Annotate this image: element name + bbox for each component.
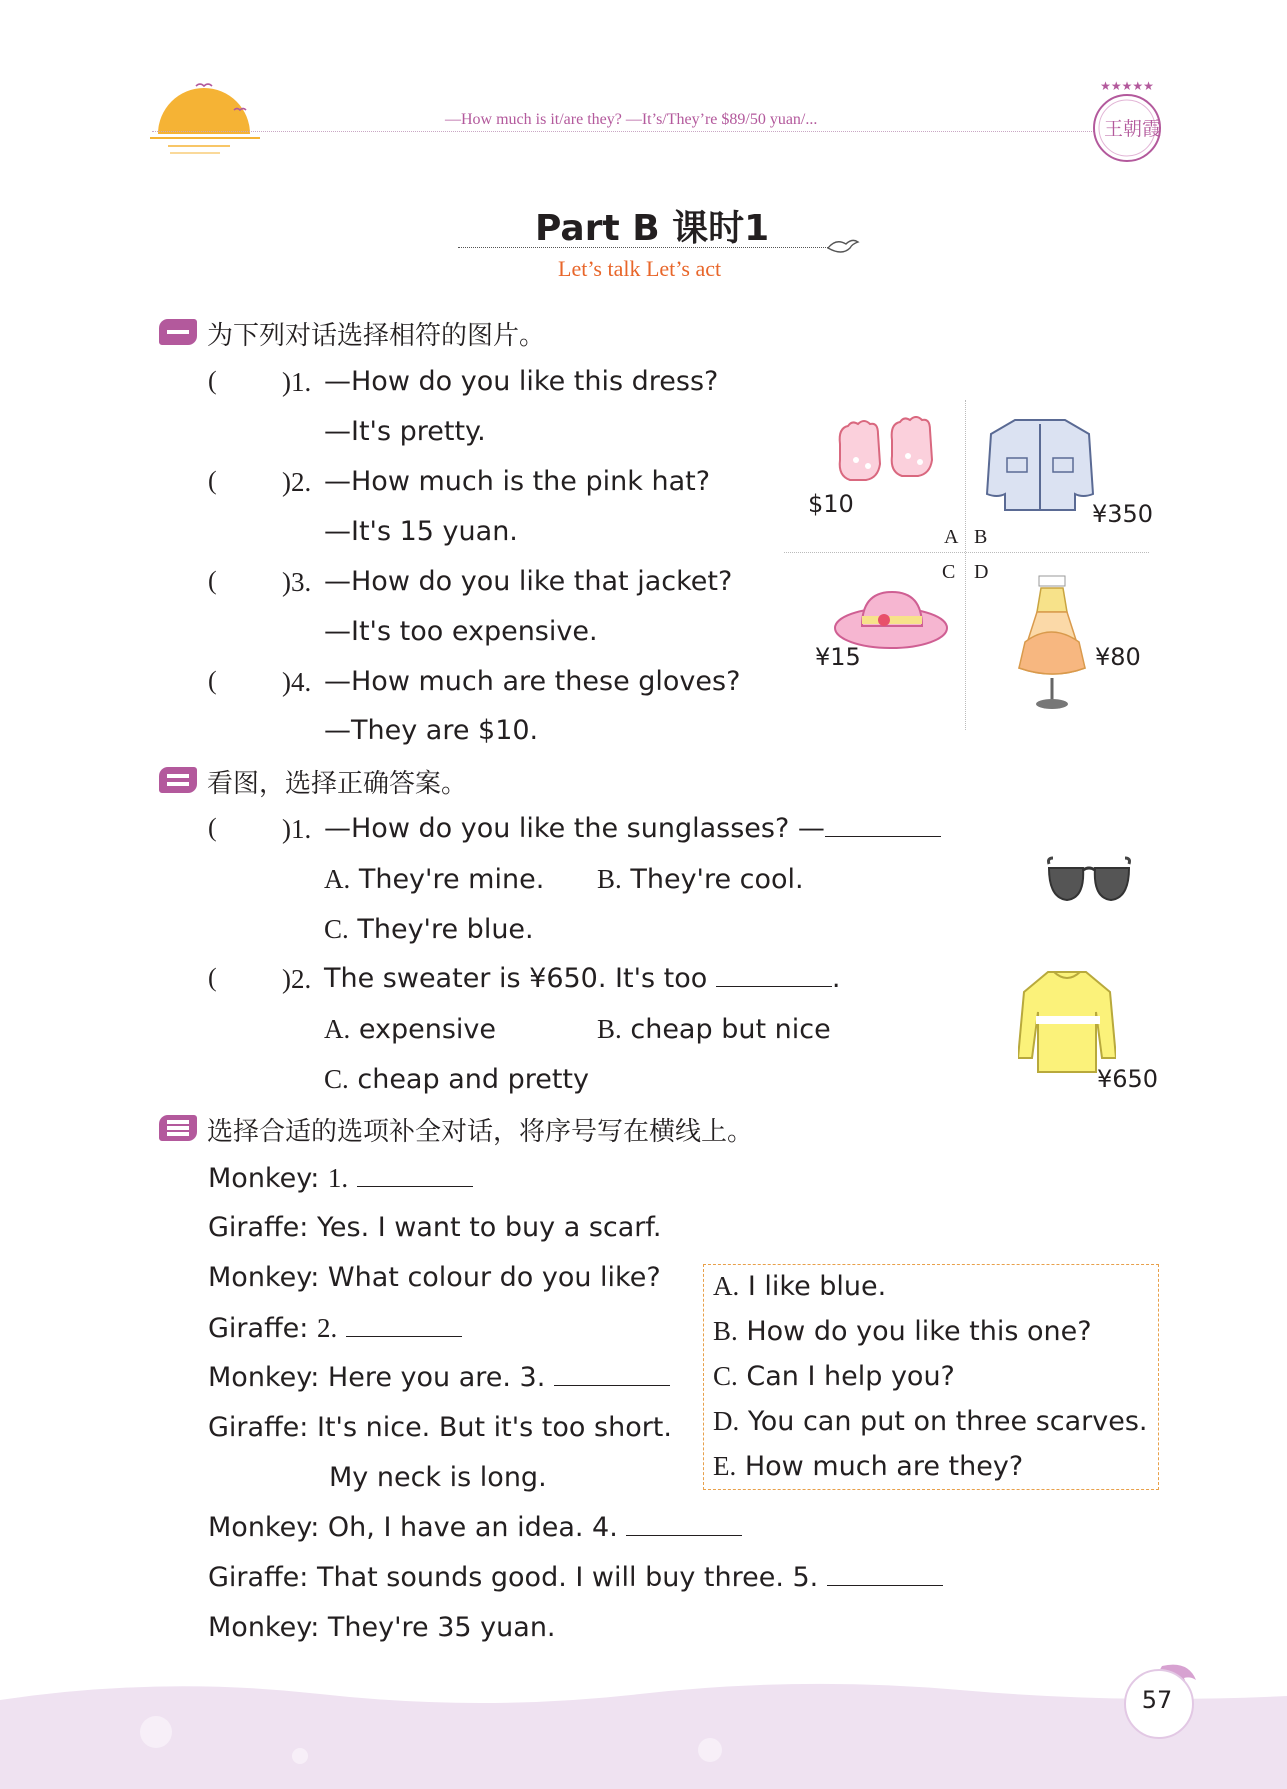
jacket-image — [985, 414, 1095, 518]
picture-label-c: C — [942, 561, 956, 583]
section-2-title: 看图，选择正确答案。 — [207, 769, 468, 799]
answer-paren: ( — [208, 566, 217, 595]
dialogue-line-8: Monkey: Oh, I have an idea. 4. — [208, 1511, 742, 1545]
option-letter: B. — [597, 1014, 622, 1044]
s2-q2-text: The sweater is ¥650. It's too — [324, 963, 708, 994]
answer-paren: ( — [208, 466, 217, 495]
option-d: D. You can put on three scarves. — [713, 1406, 1148, 1437]
s1-q1-answer: —It's pretty. — [324, 416, 486, 447]
grid-h-divider — [784, 552, 1149, 553]
running-title: —How much is it/are they? —It’s/They’re $89/50 yuan/... — [445, 111, 818, 128]
dialogue-line-3: Monkey: What colour do you like? — [208, 1262, 661, 1293]
picture-label-d: D — [974, 561, 989, 583]
s1-q1-question: —How do you like this dress? — [324, 366, 719, 397]
answer-blank[interactable] — [716, 964, 832, 987]
option-e: E. How much are they? — [713, 1451, 1024, 1482]
answer-blank[interactable] — [825, 814, 941, 837]
answer-blank[interactable] — [357, 1164, 473, 1187]
answer-blank[interactable] — [346, 1314, 462, 1337]
picture-d-price: ¥80 — [1095, 643, 1141, 671]
dialogue-line-9: Giraffe: That sounds good. I will buy three. 5. — [208, 1561, 943, 1595]
page-title: Part B 课时1 — [535, 208, 770, 249]
sweater-price: ¥650 — [1097, 1065, 1159, 1093]
dialogue-line-7: My neck is long. — [329, 1462, 547, 1493]
dialogue-line-1: Monkey: 1. — [208, 1161, 473, 1196]
gloves-image — [834, 416, 942, 494]
answer-paren: ( — [208, 666, 217, 695]
s1-q3-answer: —It's too expensive. — [324, 616, 598, 647]
dialogue-line-6: Giraffe: It's nice. But it's too short. — [208, 1412, 672, 1443]
option-a: A. I like blue. — [713, 1271, 887, 1302]
answer-blank[interactable] — [626, 1513, 742, 1536]
option-letter: C. — [324, 1064, 349, 1094]
option-letter: A. — [324, 864, 351, 894]
answer-blank[interactable] — [827, 1563, 943, 1586]
s2-q2-option-a: expensive — [358, 1014, 496, 1045]
grid-v-divider — [965, 400, 966, 730]
sweater-image — [1018, 966, 1116, 1076]
section-2-badge — [159, 767, 197, 793]
s1-q4-answer: —They are $10. — [324, 715, 539, 746]
s1-q3-question: —How do you like that jacket? — [324, 566, 733, 597]
s2-q2-number: )2. — [282, 964, 312, 994]
s1-q3-number: )3. — [282, 567, 312, 597]
sunset-icon — [150, 78, 260, 158]
section-1-badge — [159, 319, 197, 345]
s1-q2-question: —How much is the pink hat? — [324, 466, 711, 497]
s2-q1-option-b: They're cool. — [630, 864, 804, 895]
publisher-logo: ★★★★★ 王朝霞 — [1086, 78, 1168, 168]
dress-image — [1015, 572, 1089, 716]
section-3-title: 选择合适的选项补全对话，将序号写在横线上。 — [207, 1117, 754, 1147]
s1-q2-number: )2. — [282, 467, 312, 497]
picture-a-price: $10 — [808, 490, 854, 518]
s2-q1-text: —How do you like the sunglasses? — — [324, 813, 825, 844]
footer-wave — [0, 1680, 1287, 1789]
dialogue-line-10: Monkey: They're 35 yuan. — [208, 1612, 556, 1643]
picture-b-price: ¥350 — [1092, 500, 1154, 528]
option-c: C. Can I help you? — [713, 1361, 955, 1392]
s2-q2-option-c: cheap and pretty — [357, 1064, 589, 1095]
sunglasses-image — [1045, 856, 1133, 918]
answer-paren: ( — [208, 963, 217, 992]
s2-q1-number: )1. — [282, 814, 312, 844]
s2-q2-option-b: cheap but nice — [630, 1014, 831, 1045]
answer-paren: ( — [208, 366, 217, 395]
page-subtitle: Let’s talk Let’s act — [558, 256, 722, 281]
svg-text:★★★★★: ★★★★★ — [1100, 79, 1154, 93]
s1-q4-question: —How much are these gloves? — [324, 666, 741, 697]
option-letter: C. — [324, 914, 349, 944]
s2-q1-option-c: They're blue. — [357, 914, 534, 945]
s1-q2-answer: —It's 15 yuan. — [324, 516, 518, 547]
s1-q1-number: )1. — [282, 367, 312, 397]
dialogue-line-5: Monkey: Here you are. 3. — [208, 1361, 670, 1395]
picture-label-a: A — [944, 526, 959, 548]
header-rule — [152, 131, 1094, 132]
bird-icon — [826, 236, 860, 258]
page-number: 57 — [1141, 1686, 1173, 1714]
option-letter: B. — [597, 864, 622, 894]
s1-q4-number: )4. — [282, 667, 312, 697]
s2-q1-option-a: They're mine. — [358, 864, 545, 895]
title-rule — [458, 247, 828, 248]
picture-c-price: ¥15 — [815, 643, 861, 671]
dialogue-line-2: Giraffe: Yes. I want to buy a scarf. — [208, 1212, 662, 1243]
answer-paren: ( — [208, 813, 217, 842]
option-letter: A. — [324, 1014, 351, 1044]
answer-blank[interactable] — [554, 1363, 670, 1386]
dialogue-line-4: Giraffe: 2. — [208, 1311, 462, 1346]
picture-label-b: B — [974, 526, 988, 548]
option-b: B. How do you like this one? — [713, 1316, 1092, 1347]
section-3-badge — [159, 1115, 197, 1141]
section-1-title: 为下列对话选择相符的图片。 — [207, 321, 546, 351]
